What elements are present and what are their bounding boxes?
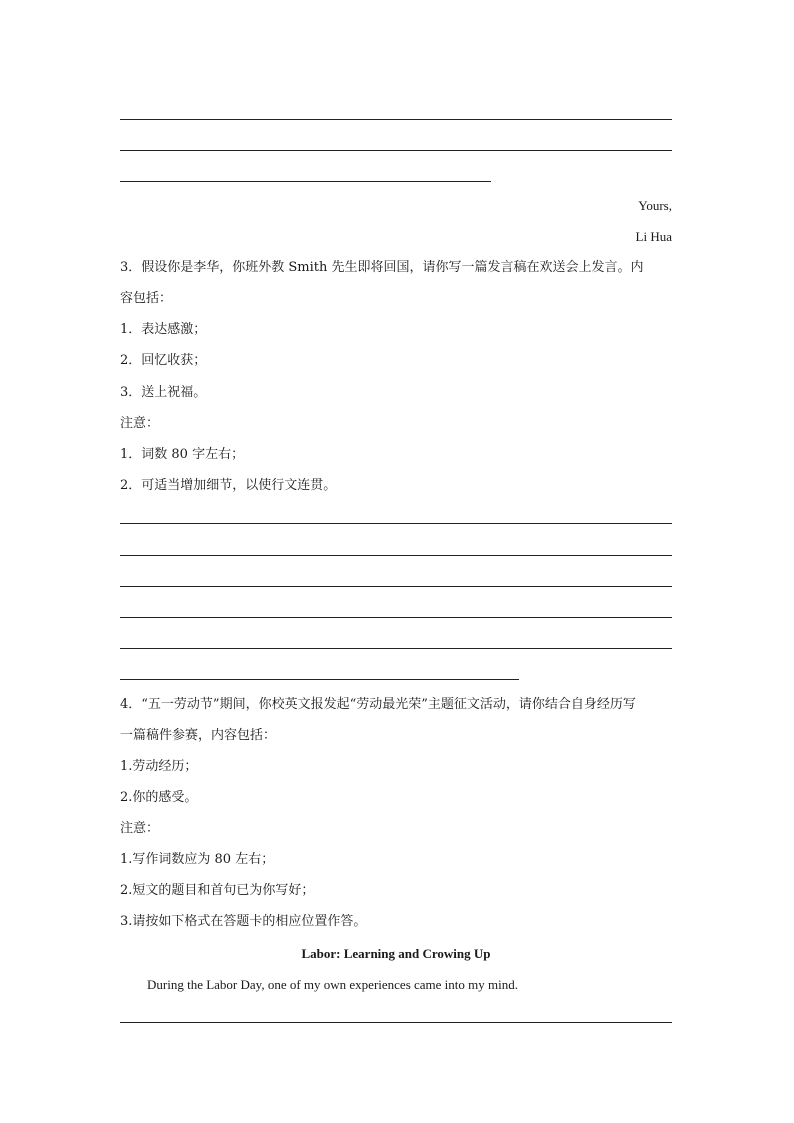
q3-note-label: 注意： [120,416,160,431]
answer-line [120,523,672,524]
q3-note: 1．词数 80 字左右； [120,447,245,462]
essay-title: Labor: Learning and Crowing Up [301,946,491,961]
q3-note: 2．可适当增加细节，以使行文连贯。 [120,478,337,493]
q4-item: 2.你的感受。 [120,790,198,805]
q3-prompt-line1: 3．假设你是李华，你班外教 Smith 先生即将回国，请你写一篇发言稿在欢送会上发言。内 [120,260,644,275]
q3-item: 1．表达感激； [120,322,207,337]
q4-prompt-line2: 一篇稿件参赛，内容包括： [120,728,277,743]
q4-note: 3.请按如下格式在答题卡的相应位置作答。 [120,914,367,929]
q3-item: 3．送上祝福。 [120,385,207,400]
answer-line [120,181,491,182]
q4-prompt-line1: 4．“五一劳动节”期间，你校英文报发起“劳动最光荣”主题征文活动，请你结合自身经历写 [120,697,636,712]
answer-line [120,679,519,680]
closing-name: Li Hua [635,229,672,244]
answer-line [120,586,672,587]
closing-yours: Yours, [638,198,672,213]
q4-note: 2.短文的题目和首句已为你写好； [120,883,315,898]
answer-line [120,119,672,120]
answer-line [120,617,672,618]
q3-item: 2．回忆收获； [120,353,207,368]
q4-item: 1.劳动经历； [120,759,198,774]
q4-note-label: 注意： [120,821,160,836]
answer-line [120,555,672,556]
answer-line [120,150,672,151]
q3-prompt-line2: 容包括： [120,291,173,306]
answer-line [120,1022,672,1023]
answer-line [120,648,672,649]
essay-first-sentence: During the Labor Day, one of my own experiences came into my mind. [147,977,518,992]
q4-note: 1.写作词数应为 80 左右； [120,852,275,867]
